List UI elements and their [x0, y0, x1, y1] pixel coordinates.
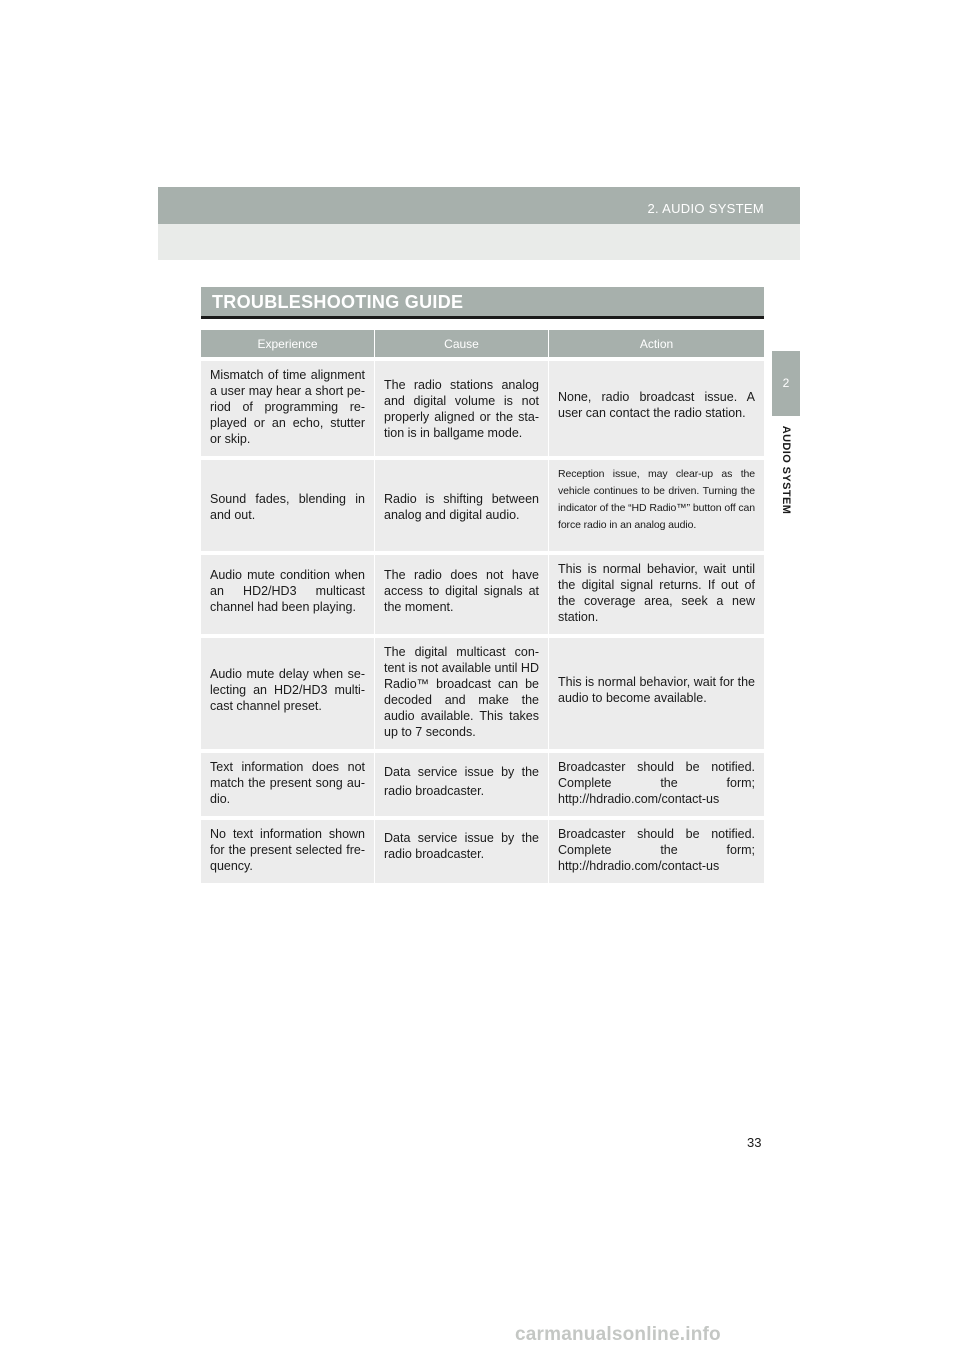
experience-cell: No text information shown for the present selected fre- quency.: [201, 816, 375, 883]
chapter-number: 2: [782, 376, 790, 390]
table-row: [201, 816, 764, 883]
column-header-experience: Experience: [201, 330, 375, 357]
cause-cell: The radio does not have access to digital signals at the moment.: [375, 551, 549, 634]
troubleshooting-table: [201, 330, 764, 883]
table-row: [201, 551, 764, 634]
experience-cell: Text information does not match the present song au- dio.: [201, 749, 375, 816]
action-cell: Reception issue, may clear-up as the vehicle continues to be driven. Turning the indicator of the “HD Radio™” button off can force radio in an analog audio.: [549, 456, 764, 551]
action-cell: None, radio broadcast issue. A user can contact the radio station.: [549, 357, 764, 456]
action-cell: This is normal behavior, wait until the digital signal returns. If out of the coverage area, seek a new station.: [549, 551, 764, 634]
experience-cell: Sound fades, blending in and out.: [201, 456, 375, 551]
table-row: [201, 357, 764, 456]
column-header-action: Action: [549, 330, 764, 357]
cause-cell: The radio stations analog and digital volume is not properly aligned or the sta- tion is in ballgame mode.: [375, 357, 549, 456]
section-title: 2. AUDIO SYSTEM: [647, 201, 764, 216]
cause-cell: Data service issue by the radio broadcaster.: [375, 816, 549, 883]
watermark: carmanualsonline.info: [515, 1324, 721, 1345]
page-header-bar: [158, 187, 800, 224]
chapter-tab: [772, 351, 800, 416]
cause-cell: Radio is shifting between analog and digital audio.: [375, 456, 549, 551]
action-cell: Broadcaster should be notified. Complete the form; http://hdradio.com/contact-us: [549, 749, 764, 816]
page-header-band: [158, 224, 800, 260]
cause-cell: The digital multicast con- tent is not available until HD Radio™ broadcast can be decoded and make the audio available. This takes up to 7 seconds.: [375, 634, 549, 749]
column-header-cause: Cause: [375, 330, 549, 357]
table-row: [201, 634, 764, 749]
experience-cell: Audio mute delay when se- lecting an HD2/HD3 multi- cast channel preset.: [201, 634, 375, 749]
chapter-label: AUDIO SYSTEM: [780, 425, 792, 515]
table-row: [201, 749, 764, 816]
experience-cell: Mismatch of time alignment a user may hear a short pe- riod of programming re- played or an echo, stutter or skip.: [201, 357, 375, 456]
action-cell: This is normal behavior, wait for the audio to become available.: [549, 634, 764, 749]
guide-title: TROUBLESHOOTING GUIDE: [212, 292, 464, 312]
page-number: 33: [747, 1135, 762, 1150]
experience-cell: Audio mute condition when an HD2/HD3 multicast channel had been playing.: [201, 551, 375, 634]
table-header-row: [201, 330, 764, 357]
cause-cell: Data service issue by the radio broadcaster.: [375, 749, 549, 816]
table-row: [201, 456, 764, 551]
guide-title-bar: [201, 287, 764, 319]
action-cell: Broadcaster should be notified. Complete the form; http://hdradio.com/contact-us: [549, 816, 764, 883]
